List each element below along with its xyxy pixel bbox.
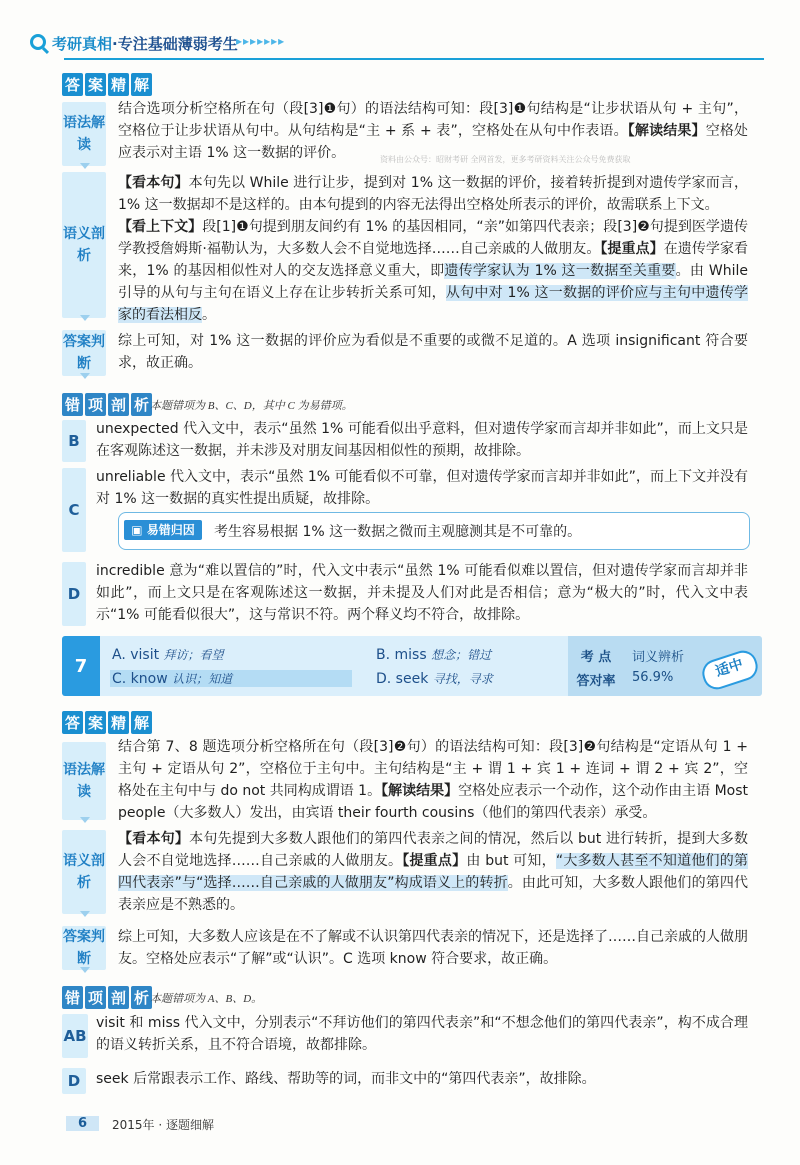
option-letter-b: B <box>62 420 86 462</box>
answer-paragraph: 综上可知，对 1% 这一数据的评价应为看似是不重要的或微不足道的。A 选项 insignificant 符合要求，故正确。 <box>118 333 748 371</box>
question-number: 7 <box>62 636 100 696</box>
grammar-tag-2: 语法解读 <box>62 742 106 820</box>
page-number: 6 <box>66 1116 99 1131</box>
semantic-tag-2: 语义剖析 <box>62 830 106 914</box>
footer-text: 2015年 · 逐题细解 <box>112 1118 214 1132</box>
option-d2-analysis: seek 后常跟表示工作、路线、帮助等的词，而非文中的“第四代表亲”，故排除。 <box>96 1071 596 1087</box>
option-d: D. seek 寻找，寻求 <box>376 671 493 687</box>
option-letter-d-2: D <box>62 1068 86 1094</box>
section-title-answer: 答 案 精 解 <box>62 73 152 96</box>
section2-title-answer: 答 案 精 解 <box>62 711 152 734</box>
grammar-tag: 语法解读 <box>62 102 106 166</box>
option-b-analysis: unexpected 代入文中，表示“虽然 1% 可能看似出乎意料，但对遗传学家而言却并非如此”，而上文只是在客观陈述这一数据，并未涉及对朋友间基因相似性的预期，故排除。 <box>96 421 748 459</box>
option-letter-d: D <box>62 562 86 626</box>
errors-note: 本题错项为 B、C、D，其中 C 为易错项。 <box>150 400 353 412</box>
grammar-paragraph-2: 结合第 7、8 题选项分析空格所在句（段[3]❷句）的语法结构可知：段[3]❷句结构是“定语从句 1 + 主句 + 定语从句 2”，空格位于主句中。主句结构是“主 + 谓 1 + 宾 1 + 连词 + 谓 2 + 宾 2”，空格处在主句中与 do not 共同构成谓语 1。【解读结果】空格处应表示一个动作，这个动作由主语 Most people（大多数人）发出，由宾语 their fourth cousins（他们的第四代表亲）承受。 <box>118 739 748 821</box>
key-point-label: 考 点 <box>580 650 612 665</box>
answer-paragraph-2: 综上可知，大多数人应该是在不了解或不认识第四代表亲的情况下，还是选择了……自己亲戚的人做朋友。空格处应表示“了解”或“认识”。C 选项 know 符合要求，故正确。 <box>118 929 748 967</box>
header-title: 考研真相·专注基础薄弱考生 <box>52 35 238 53</box>
correct-rate-label: 答对率 <box>576 674 616 689</box>
option-b: B. miss 想念；错过 <box>376 647 492 663</box>
header-arrows: ▸▸▸▸▸▸▸ <box>236 34 286 48</box>
correct-rate-value: 56.9% <box>632 670 674 685</box>
magnifier-icon <box>30 34 46 50</box>
key-point-value: 词义辨析 <box>632 650 685 665</box>
option-c-correct: C. know 认识；知道 <box>110 670 352 687</box>
semantic-paragraph-2: 【看本句】本句先提到大多数人跟他们的第四代表亲之间的情况，然后以 but 进行转折，提到大多数人会不自觉地选择……自己亲戚的人做朋友。【提重点】由 but 可知，“大多数人甚至不知道他们的第四代表亲”与“选择……自己亲戚的人做朋友”构成语义上的转折。由此可知，大多数人跟他们的第四代表亲应是不熟悉的。 <box>118 831 749 913</box>
option-d-analysis: incredible 意为“难以置信的”时，代入文中表示“虽然 1% 可能看似难以置信，但对遗传学家而言却并非如此”，而上文只是在客观陈述这一数据，并未提及人们对此是否相信；意为“极大的”时，代入文中表示“1% 可能看似很大”，这与常识不符。两个释义均不符合，故排除。 <box>96 563 748 623</box>
option-letter-c: C <box>62 468 86 552</box>
errors2-note: 本题错项为 A、B、D。 <box>150 993 263 1005</box>
watermark: 资料由公众号：昭财考研 全网首发，更多考研资料关注公众号免费获取 <box>380 155 631 164</box>
tip-text: 考生容易根据 1% 这一数据之微而主观臆测其是不可靠的。 <box>214 524 582 540</box>
option-letter-ab: AB <box>62 1014 88 1058</box>
section-title-errors: 错 项 剖 析 <box>62 393 152 416</box>
option-a: A. visit 拜访；看望 <box>112 647 224 663</box>
page-header <box>0 0 800 62</box>
grammar-paragraph: 结合选项分析空格所在句（段[3]❶句）的语法结构可知：段[3]❶句结构是“让步状语从句 + 主句”，空格位于让步状语从句中。从句结构是“主 + 系 + 表”，空格处在从句中作表语。【解读结果】空格处应表示对主语 1% 这一数据的评价。 <box>118 101 749 161</box>
answer-tag-2: 答案判断 <box>62 926 106 970</box>
difficulty-stamp: 适中 <box>699 647 762 693</box>
option-ab-analysis: visit 和 miss 代入文中，分别表示“不拜访他们的第四代表亲”和“不想念他们的第四代表亲”，构不成合理的语义转折关系，且不符合语境，故都排除。 <box>96 1015 748 1053</box>
answer-tag: 答案判断 <box>62 330 106 376</box>
section2-title-errors: 错 项 剖 析 <box>62 986 152 1009</box>
semantic-tag: 语义剖析 <box>62 172 106 318</box>
tip-label: ▣ 易错归因 <box>124 520 202 540</box>
option-c-analysis: unreliable 代入文中，表示“虽然 1% 可能看似不可靠，但对遗传学家而言却并非如此”，而上下文并没有对 1% 这一数据的真实性提出质疑，故排除。 <box>96 469 748 507</box>
semantic-paragraph: 【看本句】本句先以 While 进行让步，提到对 1% 这一数据的评价，接着转折提到对遗传学家而言，1% 这一数据却不是这样的。由本句提到的内容无法得出空格处所表示的评价，故需联系上下文。 【看上下文】段[1]❶句提到朋友间约有 1% 的基因相同，“亲”如第四代表亲；段[3]❷句提到医学遗传学教授詹姆斯·福勒认为，大多数人会不自觉地选择……自己亲戚的人做朋友。【提重点】在遗传学家看来，1% 的基因相似性对人的交友选择意义重大，即遗传学家认为 1% 这一数据至关重要。由 While 引导的从句与主句在语义上存在让步转折关系可知，从句中对 1% 这一数据的评价应与主句中遗传学家的看法相反。 <box>118 175 749 323</box>
header-divider <box>64 58 764 60</box>
